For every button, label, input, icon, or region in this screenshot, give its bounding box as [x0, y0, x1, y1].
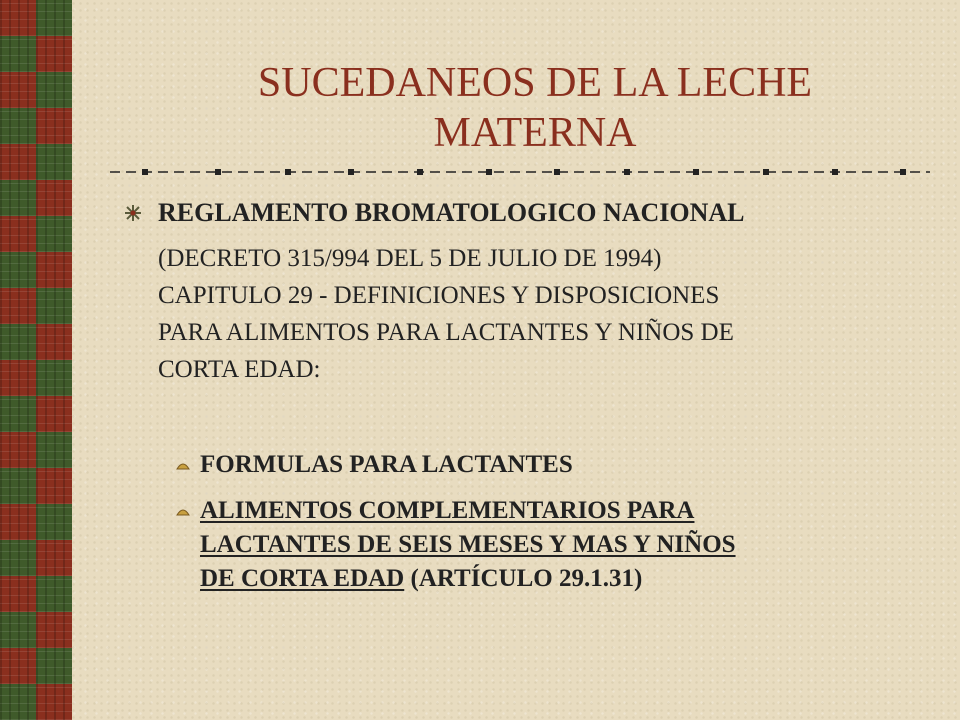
band-tile: [0, 468, 36, 504]
asterisk-bullet-icon: [124, 204, 142, 222]
band-tile: [0, 612, 36, 648]
sub-item-formulas: FORMULAS PARA LACTANTES: [200, 451, 573, 478]
band-tile: [36, 0, 72, 36]
band-tile: [0, 108, 36, 144]
band-tile: [36, 396, 72, 432]
band-tile: [36, 504, 72, 540]
band-tile: [36, 468, 72, 504]
band-tile: [36, 288, 72, 324]
underlined-text: LACTANTES DE SEIS MESES Y MAS Y NIÑOS: [200, 531, 736, 558]
band-tile: [36, 72, 72, 108]
paragraph-line: (DECRETO 315/994 DEL 5 DE JULIO DE 1994): [158, 245, 662, 272]
decree-paragraph: [158, 240, 928, 388]
band-tile: [36, 252, 72, 288]
band-tile: [0, 540, 36, 576]
band-tile: [0, 576, 36, 612]
band-tile: [0, 72, 36, 108]
band-tile: [0, 252, 36, 288]
paragraph-line: PARA ALIMENTOS PARA LACTANTES Y NIÑOS DE: [158, 319, 734, 346]
slide-title: SUCEDANEOS DE LA LECHE MATERNA: [257, 60, 813, 156]
band-tile: [0, 324, 36, 360]
band-tile: [36, 360, 72, 396]
band-tile: [0, 360, 36, 396]
band-tile: [0, 396, 36, 432]
band-tile: [36, 180, 72, 216]
title-divider: [110, 166, 930, 178]
article-reference: (ARTÍCULO 29.1.31): [404, 565, 643, 592]
band-tile: [0, 288, 36, 324]
band-tile: [36, 216, 72, 252]
band-tile: [0, 504, 36, 540]
decorative-left-band: [0, 0, 72, 720]
bullet-heading: REGLAMENTO BROMATOLOGICO NACIONAL: [158, 198, 745, 227]
band-tile: [0, 684, 36, 720]
underlined-text: ALIMENTOS COMPLEMENTARIOS PARA: [200, 497, 695, 524]
sub-bullet-icon: [176, 505, 190, 517]
band-tile: [0, 0, 36, 36]
band-tile: [0, 36, 36, 72]
band-tile: [36, 36, 72, 72]
underlined-text: DE CORTA EDAD: [200, 565, 405, 592]
band-tile: [0, 648, 36, 684]
band-tile: [36, 648, 72, 684]
band-tile: [36, 324, 72, 360]
sub-item-alimentos: [200, 494, 920, 596]
band-tile: [0, 144, 36, 180]
band-tile: [36, 432, 72, 468]
band-tile: [0, 432, 36, 468]
band-tile: [36, 540, 72, 576]
band-tile: [36, 576, 72, 612]
paragraph-line: CORTA EDAD:: [158, 356, 321, 383]
band-tile: [0, 180, 36, 216]
band-tile: [0, 216, 36, 252]
paragraph-line: CAPITULO 29 - DEFINICIONES Y DISPOSICIONES: [158, 282, 720, 309]
band-tile: [36, 108, 72, 144]
sub-bullet-icon: [176, 459, 190, 471]
band-tile: [36, 684, 72, 720]
band-tile: [36, 144, 72, 180]
band-tile: [36, 612, 72, 648]
